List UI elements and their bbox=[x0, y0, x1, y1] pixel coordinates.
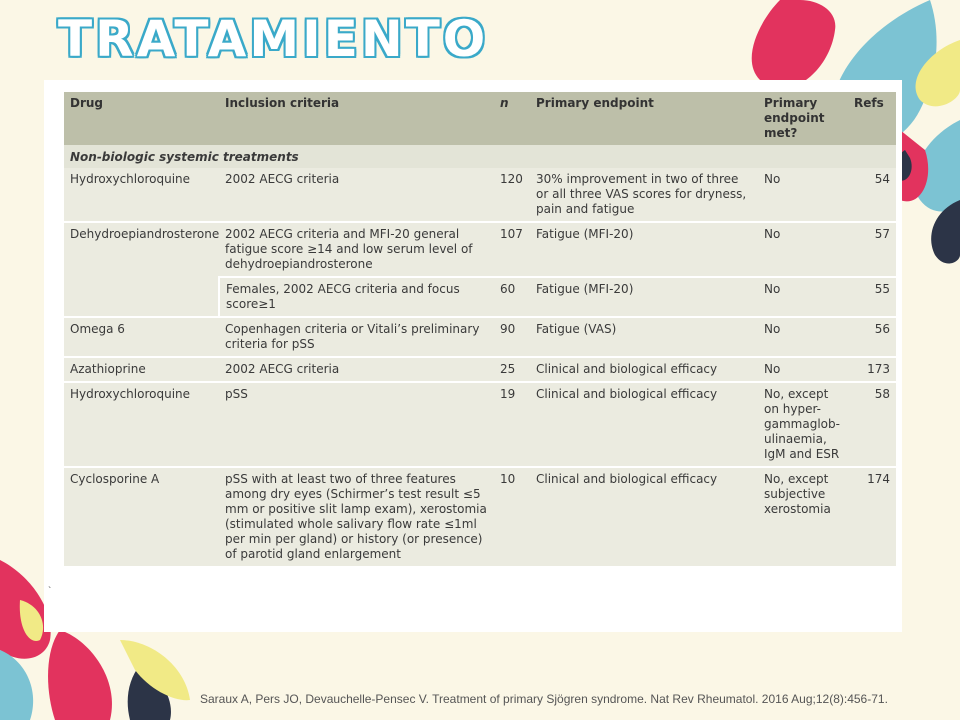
cell-inclusion: Females, 2002 AECG criteria and focus score≥1 bbox=[219, 277, 494, 317]
header-drug: Drug bbox=[64, 92, 219, 145]
cell-n: 10 bbox=[494, 467, 530, 566]
header-refs: Refs bbox=[848, 92, 896, 145]
cell-met: No, except on hyper-gammaglob-ulinaemia, IgM and ESR bbox=[758, 382, 848, 467]
cell-drug: Hydroxychloroquine bbox=[64, 168, 219, 222]
cell-inclusion: pSS bbox=[219, 382, 494, 467]
table-row bbox=[64, 168, 896, 222]
cell-refs: 58 bbox=[848, 382, 896, 467]
cell-n: 25 bbox=[494, 357, 530, 382]
cell-endpoint: Clinical and biological efficacy bbox=[530, 382, 758, 467]
cell-refs: 174 bbox=[848, 467, 896, 566]
cell-endpoint: 30% improvement in two of three or all three VAS scores for dryness, pain and fatigue bbox=[530, 168, 758, 222]
cell-n: 19 bbox=[494, 382, 530, 467]
cell-endpoint: Clinical and biological efficacy bbox=[530, 467, 758, 566]
cell-drug: Hydroxychloroquine bbox=[64, 382, 219, 467]
cell-inclusion: Copenhagen criteria or Vitali’s preliminary criteria for pSS bbox=[219, 317, 494, 357]
cell-met: No bbox=[758, 222, 848, 277]
cell-refs: 54 bbox=[848, 168, 896, 222]
citation: Saraux A, Pers JO, Devauchelle-Pensec V. Treatment of primary Sjögren syndrome. Nat Rev Rheumatol. 2016 Aug;12(8):456-71. bbox=[200, 692, 888, 706]
cell-n: 90 bbox=[494, 317, 530, 357]
cell-met: No bbox=[758, 277, 848, 317]
cell-drug: Dehydroepiandrosterone bbox=[64, 222, 219, 317]
table-header-row bbox=[64, 92, 896, 145]
cell-refs: 56 bbox=[848, 317, 896, 357]
cell-drug: Omega 6 bbox=[64, 317, 219, 357]
table-row bbox=[64, 357, 896, 382]
cell-inclusion: 2002 AECG criteria and MFI-20 general fatigue score ≥14 and low serum level of dehydroepiandrosterone bbox=[219, 222, 494, 277]
table-row bbox=[64, 382, 896, 467]
header-n: n bbox=[494, 92, 530, 145]
slide-title: TRATAMIENTO bbox=[58, 10, 489, 68]
cell-met: No, except subjective xerostomia bbox=[758, 467, 848, 566]
cell-endpoint: Fatigue (VAS) bbox=[530, 317, 758, 357]
section-row bbox=[64, 145, 896, 168]
cell-inclusion: 2002 AECG criteria bbox=[219, 168, 494, 222]
table-row bbox=[64, 222, 896, 277]
cell-inclusion: 2002 AECG criteria bbox=[219, 357, 494, 382]
table-row bbox=[64, 317, 896, 357]
treatment-table bbox=[64, 92, 896, 566]
table-row bbox=[64, 467, 896, 566]
cell-endpoint: Clinical and biological efficacy bbox=[530, 357, 758, 382]
cell-endpoint: Fatigue (MFI-20) bbox=[530, 277, 758, 317]
cell-met: No bbox=[758, 168, 848, 222]
cell-refs: 57 bbox=[848, 222, 896, 277]
cell-met: No bbox=[758, 357, 848, 382]
cell-drug: Cyclosporine A bbox=[64, 467, 219, 566]
cell-met: No bbox=[758, 317, 848, 357]
stray-mark: ` bbox=[48, 586, 52, 597]
header-met: Primary endpoint met? bbox=[758, 92, 848, 145]
cell-refs: 55 bbox=[848, 277, 896, 317]
cell-endpoint: Fatigue (MFI-20) bbox=[530, 222, 758, 277]
header-inclusion: Inclusion criteria bbox=[219, 92, 494, 145]
cell-n: 120 bbox=[494, 168, 530, 222]
cell-refs: 173 bbox=[848, 357, 896, 382]
header-endpoint: Primary endpoint bbox=[530, 92, 758, 145]
cell-n: 60 bbox=[494, 277, 530, 317]
cell-inclusion: pSS with at least two of three features among dry eyes (Schirmer’s test result ≤5 mm or positive slit lamp exam), xerostomia (stimulated whole salivary flow rate ≤1ml per min per gland) or history (or presence) of parotid gland enlargement bbox=[219, 467, 494, 566]
section-title: Non-biologic systemic treatments bbox=[64, 145, 896, 168]
cell-drug: Azathioprine bbox=[64, 357, 219, 382]
cell-n: 107 bbox=[494, 222, 530, 277]
